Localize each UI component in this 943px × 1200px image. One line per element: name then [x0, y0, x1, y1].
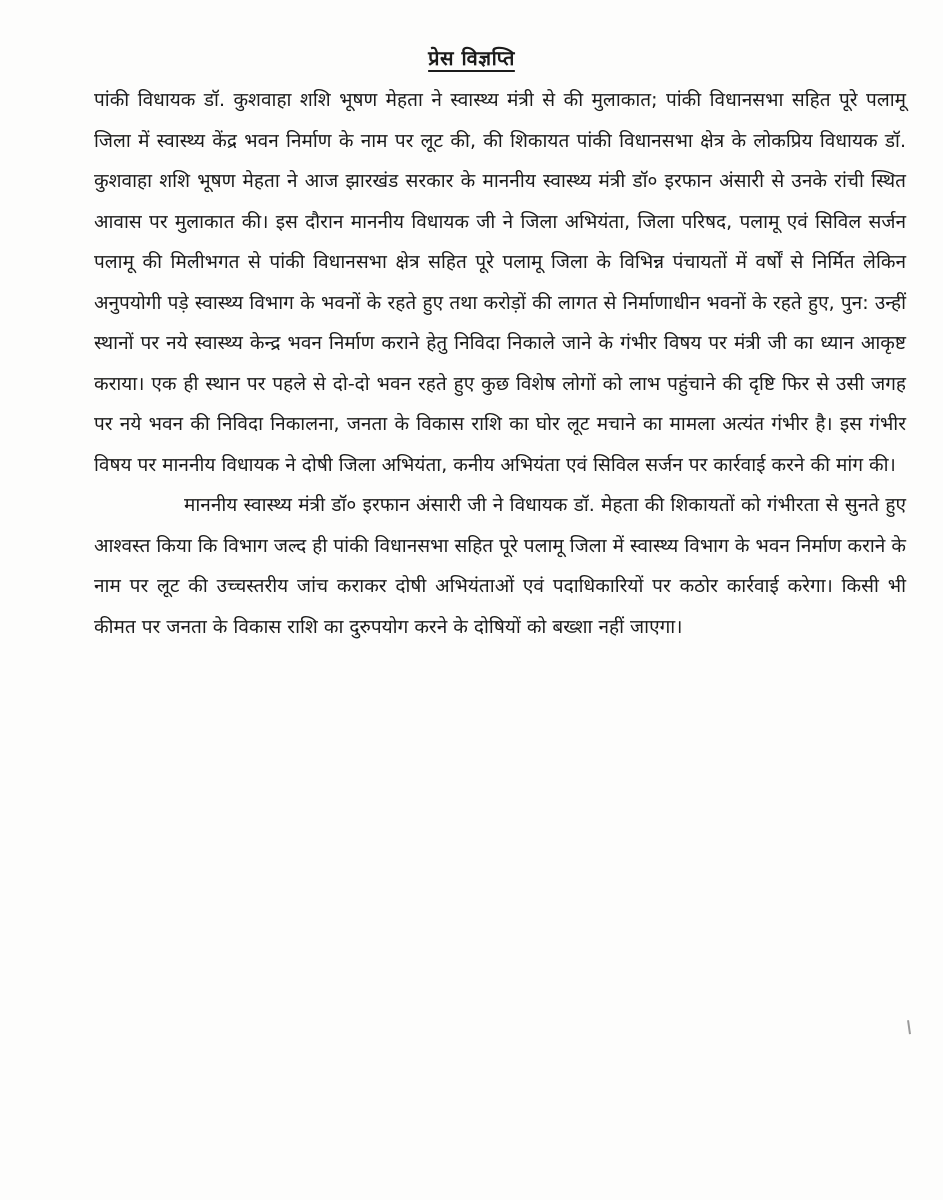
document-title	[0, 44, 943, 71]
document-body	[94, 80, 906, 647]
paragraph-2: माननीय स्वास्थ्य मंत्री डॉ० इरफान अंसारी जी ने विधायक डॉ. मेहता की शिकायतों को गंभीरता से सुनते हुए आश्वस्त किया कि विभाग जल्द ही पांकी विधानसभा सहित पूरे पलामू जिला में स्वास्थ्य विभाग के भवन निर्माण कराने के नाम पर लूट की उच्चस्तरीय जांच कराकर दोषी अभियंताओं एवं पदाधिकारियों पर कठोर कार्रवाई करेगा। किसी भी कीमत पर जनता के विकास राशि का दुरुपयोग करने के दोषियों को बख्शा नहीं जाएगा।	[94, 494, 906, 638]
paragraph-1: पांकी विधायक डॉ. कुशवाहा शशि भूषण मेहता ने स्वास्थ्य मंत्री से की मुलाकात; पांकी विधानसभा सहित पूरे पलामू जिला में स्वास्थ्य केंद्र भवन निर्माण के नाम पर लूट की, की शिकायत पांकी विधानसभा क्षेत्र के लोकप्रिय विधायक डॉ. कुशवाहा शशि भूषण मेहता ने आज झारखंड सरकार के माननीय स्वास्थ्य मंत्री डॉ० इरफान अंसारी से उनके रांची स्थित आवास पर मुलाकात की। इस दौरान माननीय विधायक जी ने जिला अभियंता, जिला परिषद, पलामू एवं सिविल सर्जन पलामू की मिलीभगत से पांकी विधानसभा क्षेत्र सहित पूरे पलामू जिला के विभिन्न पंचायतों में वर्षों से निर्मित लेकिन अनुपयोगी पड़े स्वास्थ्य विभाग के भवनों के रहते हुए तथा करोड़ों की लागत से निर्माणाधीन भवनों के रहते हुए, पुन: उन्हीं स्थानों पर नये स्वास्थ्य केन्द्र भवन निर्माण कराने हेतु निविदा निकाले जाने के गंभीर विषय पर मंत्री जी का ध्यान आकृष्ट कराया। एक ही स्थान पर पहले से दो-दो भवन रहते हुए कुछ विशेष लोगों को लाभ पहुंचाने की दृष्टि फिर से उसी जगह पर नये भवन की निविदा निकालना, जनता के विकास राशि का घोर लूट मचाने का मामला अत्यंत गंभीर है। इस गंभीर विषय पर माननीय विधायक ने दोषी जिला अभियंता, कनीय अभियंता एवं सिविल सर्जन पर कार्रवाई करने की मांग की।	[94, 89, 906, 476]
document-title-text: प्रेस विज्ञप्ति	[428, 46, 515, 70]
paper-mark	[907, 1020, 914, 1035]
